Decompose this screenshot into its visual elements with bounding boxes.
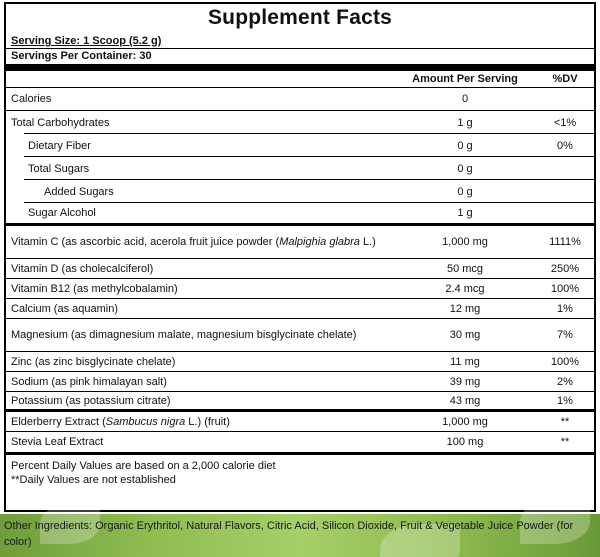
nutrient-row-vitamin-c bbox=[6, 226, 594, 259]
nutrient-amount: 2.4 mcg bbox=[445, 282, 485, 295]
footnote-dv-basis: Percent Daily Values are based on a 2,000 calorie diet bbox=[11, 460, 276, 472]
nutrient-row-potassium bbox=[6, 392, 594, 412]
nutrient-row-calcium bbox=[6, 299, 594, 319]
nutrient-name: Vitamin C (as ascorbic acid, acerola fruit juice powder (Malpighia glabra L.) bbox=[11, 236, 376, 248]
nutrient-amount: 0 g bbox=[457, 185, 473, 198]
nutrient-dv: ** bbox=[560, 415, 570, 428]
nutrient-name: Potassium (as potassium citrate) bbox=[11, 394, 171, 407]
amount-header: Amount Per Serving bbox=[412, 73, 518, 85]
nutrient-dv: 100% bbox=[550, 355, 580, 368]
nutrient-name: Stevia Leaf Extract bbox=[11, 436, 104, 448]
serving-size: Serving Size: 1 Scoop (5.2 g) bbox=[6, 34, 594, 49]
nutrient-dv: 1111% bbox=[549, 236, 581, 248]
nutrient-name: Dietary Fiber bbox=[28, 139, 91, 152]
nutrient-dv: <1% bbox=[553, 116, 577, 129]
nutrient-row-total-sugars bbox=[6, 157, 594, 180]
nutrient-amount: 43 mg bbox=[449, 394, 481, 407]
nutrient-name: Sugar Alcohol bbox=[28, 207, 96, 219]
nutrient-row-elderberry bbox=[6, 412, 594, 432]
nutrient-name: Total Sugars bbox=[28, 162, 90, 175]
panel-title: Supplement Facts bbox=[207, 6, 393, 29]
nutrient-name: Vitamin D (as cholecalciferol) bbox=[11, 262, 154, 275]
nutrient-name: Calories bbox=[11, 93, 52, 105]
nutrient-amount: 1 g bbox=[457, 116, 473, 129]
nutrient-amount: 100 mg bbox=[446, 436, 484, 448]
nutrient-dv: 2% bbox=[557, 375, 573, 388]
nutrient-name: Elderberry Extract (Sambucus nigra L.) (fruit) bbox=[11, 415, 230, 428]
servings-per-container: Servings Per Container: 30 bbox=[11, 50, 152, 62]
other-ingredients-text: Other Ingredients: Organic Erythritol, Natural Flavors, Citric Acid, Silicon Dioxide, Fruit & Vegetable Juice Powder (for color) bbox=[4, 520, 574, 548]
nutrient-row-added-sugars bbox=[6, 180, 594, 203]
other-ingredients-banner bbox=[0, 514, 600, 557]
nutrient-row-vitamin-b12 bbox=[6, 279, 594, 299]
nutrient-amount: 0 g bbox=[457, 139, 473, 152]
nutrient-dv: ** bbox=[560, 436, 570, 448]
nutrient-row-sugar-alcohol bbox=[6, 203, 594, 226]
nutrient-name: Magnesium (as dimagnesium malate, magnesium bisglycinate chelate) bbox=[11, 329, 357, 341]
nutrient-name: Vitamin B12 (as methylcobalamin) bbox=[11, 282, 178, 295]
nutrient-amount: 50 mcg bbox=[446, 262, 484, 275]
nutrient-amount: 1,000 mg bbox=[442, 236, 488, 248]
nutrient-dv: 250% bbox=[550, 262, 580, 275]
nutrient-dv: 1% bbox=[557, 302, 573, 315]
footnote-not-established: **Daily Values are not established bbox=[11, 474, 176, 486]
nutrient-row-fiber bbox=[6, 134, 594, 157]
nutrient-amount: 30 mg bbox=[449, 329, 481, 341]
nutrient-name: Total Carbohydrates bbox=[11, 116, 110, 129]
nutrient-amount: 11 mg bbox=[450, 355, 480, 368]
nutrient-amount: 0 bbox=[461, 93, 469, 105]
nutrient-amount: 12 mg bbox=[449, 302, 481, 315]
dv-header: %DV bbox=[552, 73, 578, 85]
nutrient-dv: 1% bbox=[557, 394, 573, 407]
nutrient-dv: 100% bbox=[550, 282, 580, 295]
footnotes bbox=[6, 455, 594, 487]
nutrient-dv: 0% bbox=[557, 139, 573, 152]
nutrient-row-vitamin-d bbox=[6, 259, 594, 279]
nutrient-amount: 0 g bbox=[457, 162, 473, 175]
nutrient-name: Sodium (as pink himalayan salt) bbox=[11, 375, 167, 388]
nutrient-row-magnesium bbox=[6, 319, 594, 352]
nutrient-name: Added Sugars bbox=[44, 185, 114, 198]
column-header bbox=[6, 71, 594, 88]
nutrient-dv: 7% bbox=[557, 329, 573, 341]
nutrient-row-carbs bbox=[6, 111, 594, 134]
nutrient-row-zinc bbox=[6, 352, 594, 372]
thick-divider bbox=[6, 64, 594, 71]
nutrient-row-sodium bbox=[6, 372, 594, 392]
nutrient-amount: 39 mg bbox=[449, 375, 481, 388]
nutrient-name: Zinc (as zinc bisglycinate chelate) bbox=[11, 355, 176, 368]
nutrient-row-calories bbox=[6, 88, 594, 111]
nutrient-amount: 1,000 mg bbox=[442, 415, 488, 428]
nutrient-name: Calcium (as aquamin) bbox=[11, 302, 118, 315]
nutrient-amount: 1 g bbox=[457, 207, 473, 219]
nutrient-row-stevia bbox=[6, 432, 594, 455]
supplement-facts-panel bbox=[4, 2, 596, 512]
